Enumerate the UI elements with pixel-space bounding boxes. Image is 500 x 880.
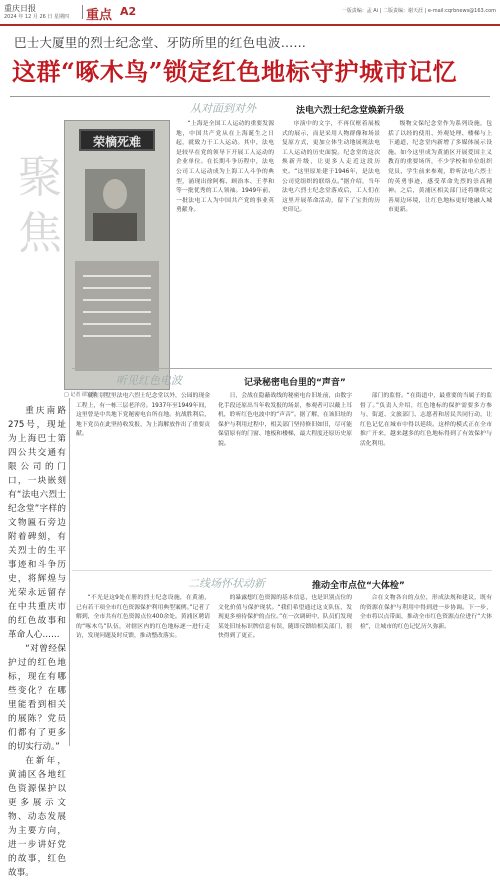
exhibit-text-line (83, 275, 151, 277)
sidebar-paragraph: “对曾经保护过的红色地标，现在有哪些变化？在哪里能看到相关的展陈？党员们都有了更多的切实行动。” (8, 644, 66, 752)
column-text: 部门的监督。“在街道中，最重要的当属子的监督了。”负责人介绍，红色地标的保护需要多方参与，街道、文旅部门、志愿者和居民共同行动，让红色记忆在城市中得以延续。这样的模式正在全市推广开来，越来越多的红色地标得到了有效保护与活化利用。 (360, 393, 492, 447)
article-column-2 (282, 120, 380, 364)
masthead (0, 0, 500, 26)
article-column-9 (360, 594, 492, 746)
kicker: 巴士大厦里的烈士纪念堂、牙防所里的红色电波…… (14, 35, 307, 50)
editors-line: 一版责编：孟 Ai | 二版责编：谢天涯 | e-mail:cqrbnews@163.com (341, 8, 496, 14)
portrait-face (103, 179, 127, 209)
exhibit-text-line (83, 335, 151, 337)
decorative-characters: 聚焦 (18, 152, 62, 259)
photo-plaque: 荣樀死难 (79, 129, 155, 151)
article-column-3 (388, 120, 492, 364)
column-text: 序演中的文字，不再仅框着展板式的展示，而是采用人物群像和场景复原方式，更加立体生动地展现法电工人运动的历史面貌。纪念堂的这次焕新升级，让更多人走近这段历史。“这里原址建于1946年，是法电公司党组织的联络点。”据介绍，当年法电六烈士纪念堂落成后，工人们在这里开展革命活动，留下了宝贵的历史印记。 (282, 121, 380, 214)
column-divider (69, 398, 70, 746)
exhibit-text-line (83, 287, 151, 289)
sidebar-paragraph: 重庆南路275号，现址为上海巴士第四公共交通有限公司的门口，一块嵌刻有“法电六烈士纪念堂”字样的文物匾石旁边附着碑刻，有关烈士的生平事迹和斗争历史，将辉煌与光荣永远留存在中共重庆市的红色故事和革命人心…… (8, 406, 66, 640)
subhead-3-decoration: 二线场怀状动新 (188, 577, 265, 590)
column-text: 就在别墅里法电六烈士纪念堂以外，公园的现金工程上，有一栋三层老洋房。1937年至1949年间，这里曾是中共地下党秘密电台所在地。抗战胜利后，地下党员在此坚持收发报，为上海解放作出了重要贡献。 (76, 393, 210, 438)
article-column-6 (360, 392, 492, 564)
article-column-1 (176, 120, 274, 364)
column-text: “上海是全国工人运动的重要发源地，中国共产党从在上海诞生之日起，就致力于工人运动。其中，法电是较早在党的领导下开展工人运动的企业单位。在长期斗争历程中，法电公司工人运动成为上海工人斗争的典型，涌现出徐阿梅、顾治本、王孝和等一批优秀的工人领袖。1949年前，一批法电工人为中国共产党的事业英勇献身。 (176, 121, 274, 214)
section-rule (72, 368, 492, 369)
column-text: “不光是这9处在册的烈士纪念设施，在黄浦，已有若干项全市红色资源保护利用典型案例。”记者了解到，全市共有红色资源点位400余处。黄浦区聘请的“啄木鸟”队伍，对辖区内的红色地标逐一进行走访，发现问题及时反馈，推动整改落实。 (76, 595, 210, 640)
headline: 这群“啄木鸟”锁定红色地标守护城市记忆 (12, 57, 458, 86)
column-text: 级物文保纪念堂作为系列设施，包括了以经的使用、外观处理、楼梯与上下通道，纪念堂内新增了多媒体展示设施。如今这里成为黄浦区开展爱国主义教育的重要场所，不少学校和单位组织党员、学生前来参观，聆听法电六烈士的英勇事迹，感受革命先烈的崇高精神。之后，黄浦区相关部门还将继续完善周边环境，让红色地标更好地融入城市更新。 (388, 121, 492, 214)
column-text: 合在文物各自的点位，形成法规和建议，既有的资源在保护与利用中得到进一步协调。下一步，全市将以点带面，推动全市红色资源点位进行“大体检”，让城市的红色记忆历久弥新。 (360, 595, 492, 630)
memorial-photo (64, 120, 170, 390)
exhibit-text-line (83, 299, 151, 301)
subhead-3: 推动全市点位“大体检” (312, 581, 405, 591)
sidebar-article (8, 404, 66, 878)
page-number: A2 (120, 5, 137, 18)
section-rule (72, 570, 492, 571)
portrait-image (85, 169, 145, 241)
issue-date: 2024 年 12 月 26 日 星期四 (4, 14, 69, 20)
portrait-body (93, 213, 137, 241)
article-column-5 (218, 392, 352, 564)
newspaper-logo: 重庆日报 (4, 4, 36, 13)
article-column-7 (76, 594, 210, 746)
subhead-1: 法电六烈士纪念堂焕新升级 (296, 106, 405, 116)
article-column-8 (218, 594, 352, 746)
subhead-2: 记录秘密电台里的“声音” (244, 378, 346, 388)
column-text: 的暴露想红色资源的基本信息，也是识别点位的文化价值与保护现状。“我们希望通过这支队伍，发现更多亟待保护的点位。”在一次调研中，队员们发现某处旧址标识牌信息有误，随即反馈给相关部门，很快得到了更正。 (218, 595, 352, 640)
section-name: 重点 (86, 8, 113, 23)
subhead-1-decoration: 从对面到对外 (190, 102, 256, 115)
photo-caption: □ 记者 谭宏骏 (64, 392, 97, 398)
exhibit-text-line (83, 311, 151, 313)
headline-rule (10, 96, 490, 97)
exhibit-text-line (83, 323, 151, 325)
article-column-4 (76, 392, 210, 564)
sidebar-paragraph: 在新年，黄浦区各地红色资源保护以更多展示文物、动态发展为主要方向，进一步讲好党的故事，红色故事。 (8, 756, 66, 878)
subhead-2-decoration: 听见红色电波 (116, 374, 182, 387)
exhibit-panel (75, 261, 159, 371)
masthead-divider (82, 5, 83, 19)
column-text: 日，会战在隐蔽战线的秘密电台旧址前，由数字化手段还原出当年收发报的场景，参观者可以戴上耳机，聆听红色电波中的“声音”。据了解，在该旧址的保护与利用过程中，相关部门坚持修旧如旧，尽可能保留原有的门窗、地板和楼梯，最大程度还原历史原貌。 (218, 393, 352, 447)
